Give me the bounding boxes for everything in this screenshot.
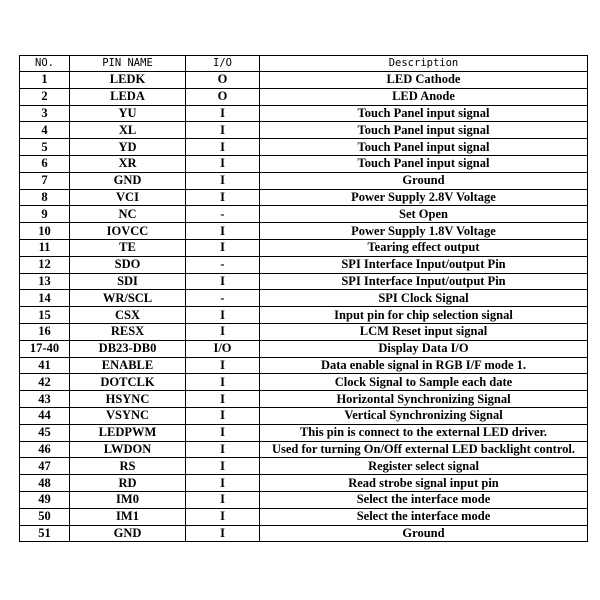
table-body	[20, 72, 588, 542]
table-header	[20, 56, 588, 72]
table-row	[20, 424, 588, 441]
cell-no: 8	[20, 189, 70, 206]
cell-io: I	[186, 155, 260, 172]
table-row	[20, 155, 588, 172]
cell-io: I	[186, 273, 260, 290]
table-row	[20, 307, 588, 324]
table-row	[20, 88, 588, 105]
cell-io: I	[186, 374, 260, 391]
cell-description: Horizontal Synchronizing Signal	[260, 391, 588, 408]
cell-no: 15	[20, 307, 70, 324]
cell-pin-name: LWDON	[70, 441, 186, 458]
cell-pin-name: XR	[70, 155, 186, 172]
table-row	[20, 374, 588, 391]
cell-io: -	[186, 206, 260, 223]
cell-no: 9	[20, 206, 70, 223]
cell-io: I	[186, 189, 260, 206]
cell-io: I	[186, 223, 260, 240]
cell-pin-name: LEDPWM	[70, 424, 186, 441]
cell-no: 49	[20, 491, 70, 508]
cell-io: I	[186, 139, 260, 156]
cell-no: 17-40	[20, 340, 70, 357]
cell-description: Vertical Synchronizing Signal	[260, 407, 588, 424]
cell-no: 4	[20, 122, 70, 139]
cell-no: 48	[20, 475, 70, 492]
cell-pin-name: VSYNC	[70, 407, 186, 424]
cell-description: Tearing effect output	[260, 239, 588, 256]
table-row	[20, 256, 588, 273]
cell-description: Data enable signal in RGB I/F mode 1.	[260, 357, 588, 374]
table-row	[20, 122, 588, 139]
cell-description: Select the interface mode	[260, 508, 588, 525]
table-row	[20, 357, 588, 374]
cell-io: I	[186, 122, 260, 139]
cell-description: Input pin for chip selection signal	[260, 307, 588, 324]
cell-pin-name: XL	[70, 122, 186, 139]
cell-pin-name: LEDA	[70, 88, 186, 105]
cell-pin-name: HSYNC	[70, 391, 186, 408]
cell-pin-name: RESX	[70, 323, 186, 340]
cell-no: 13	[20, 273, 70, 290]
cell-description: Display Data I/O	[260, 340, 588, 357]
cell-no: 2	[20, 88, 70, 105]
cell-io: -	[186, 256, 260, 273]
cell-description: Select the interface mode	[260, 491, 588, 508]
table-row	[20, 139, 588, 156]
cell-io: I	[186, 475, 260, 492]
cell-description: Power Supply 2.8V Voltage	[260, 189, 588, 206]
table-row	[20, 105, 588, 122]
cell-no: 46	[20, 441, 70, 458]
cell-no: 42	[20, 374, 70, 391]
cell-io: I	[186, 525, 260, 542]
cell-no: 44	[20, 407, 70, 424]
cell-no: 51	[20, 525, 70, 542]
cell-io: I	[186, 508, 260, 525]
header-row	[20, 56, 588, 72]
cell-io: I	[186, 357, 260, 374]
cell-no: 1	[20, 72, 70, 89]
cell-no: 7	[20, 172, 70, 189]
table-row	[20, 491, 588, 508]
cell-pin-name: GND	[70, 525, 186, 542]
cell-pin-name: NC	[70, 206, 186, 223]
cell-io: I	[186, 407, 260, 424]
cell-no: 3	[20, 105, 70, 122]
cell-pin-name: WR/SCL	[70, 290, 186, 307]
cell-no: 14	[20, 290, 70, 307]
cell-description: LED Anode	[260, 88, 588, 105]
cell-pin-name: TE	[70, 239, 186, 256]
table-row	[20, 407, 588, 424]
table-row	[20, 273, 588, 290]
cell-io: I	[186, 323, 260, 340]
cell-io: I	[186, 172, 260, 189]
cell-no: 41	[20, 357, 70, 374]
cell-io: O	[186, 88, 260, 105]
cell-pin-name: IM0	[70, 491, 186, 508]
cell-no: 12	[20, 256, 70, 273]
cell-description: Used for turning On/Off external LED backlight control.	[260, 441, 588, 458]
cell-pin-name: DB23-DB0	[70, 340, 186, 357]
cell-pin-name: VCI	[70, 189, 186, 206]
table-row	[20, 475, 588, 492]
cell-io: I	[186, 491, 260, 508]
cell-io: I	[186, 424, 260, 441]
cell-pin-name: RS	[70, 458, 186, 475]
cell-pin-name: ENABLE	[70, 357, 186, 374]
cell-description: LCM Reset input signal	[260, 323, 588, 340]
cell-description: Ground	[260, 172, 588, 189]
pin-definition-table	[19, 55, 588, 542]
cell-description: SPI Interface Input/output Pin	[260, 256, 588, 273]
cell-pin-name: YU	[70, 105, 186, 122]
cell-io: I	[186, 105, 260, 122]
cell-description: Ground	[260, 525, 588, 542]
table-row	[20, 508, 588, 525]
cell-pin-name: GND	[70, 172, 186, 189]
cell-pin-name: IOVCC	[70, 223, 186, 240]
cell-description: Read strobe signal input pin	[260, 475, 588, 492]
cell-no: 43	[20, 391, 70, 408]
cell-description: SPI Interface Input/output Pin	[260, 273, 588, 290]
cell-pin-name: DOTCLK	[70, 374, 186, 391]
cell-pin-name: SDI	[70, 273, 186, 290]
cell-no: 47	[20, 458, 70, 475]
cell-no: 5	[20, 139, 70, 156]
cell-no: 50	[20, 508, 70, 525]
cell-pin-name: YD	[70, 139, 186, 156]
cell-io: I	[186, 458, 260, 475]
header-pin-name: PIN NAME	[70, 56, 186, 72]
table-row	[20, 189, 588, 206]
cell-pin-name: RD	[70, 475, 186, 492]
table-row	[20, 290, 588, 307]
cell-description: Power Supply 1.8V Voltage	[260, 223, 588, 240]
table-row	[20, 323, 588, 340]
cell-io: I	[186, 307, 260, 324]
cell-description: SPI Clock Signal	[260, 290, 588, 307]
cell-description: Touch Panel input signal	[260, 122, 588, 139]
cell-description: LED Cathode	[260, 72, 588, 89]
cell-io: I	[186, 391, 260, 408]
table-row	[20, 525, 588, 542]
cell-description: Register select signal	[260, 458, 588, 475]
cell-pin-name: CSX	[70, 307, 186, 324]
cell-no: 45	[20, 424, 70, 441]
cell-io: -	[186, 290, 260, 307]
table-row	[20, 458, 588, 475]
cell-description: Touch Panel input signal	[260, 155, 588, 172]
cell-no: 16	[20, 323, 70, 340]
cell-pin-name: SDO	[70, 256, 186, 273]
header-description: Description	[260, 56, 588, 72]
cell-io: I/O	[186, 340, 260, 357]
cell-pin-name: LEDK	[70, 72, 186, 89]
table-row	[20, 441, 588, 458]
table-row	[20, 391, 588, 408]
table-row	[20, 172, 588, 189]
cell-pin-name: IM1	[70, 508, 186, 525]
table-row	[20, 206, 588, 223]
cell-no: 10	[20, 223, 70, 240]
header-io: I/O	[186, 56, 260, 72]
cell-io: O	[186, 72, 260, 89]
table-row	[20, 223, 588, 240]
cell-io: I	[186, 441, 260, 458]
table-row	[20, 239, 588, 256]
cell-no: 11	[20, 239, 70, 256]
cell-description: Clock Signal to Sample each date	[260, 374, 588, 391]
cell-no: 6	[20, 155, 70, 172]
cell-description: Set Open	[260, 206, 588, 223]
cell-description: Touch Panel input signal	[260, 139, 588, 156]
cell-description: Touch Panel input signal	[260, 105, 588, 122]
cell-description: This pin is connect to the external LED driver.	[260, 424, 588, 441]
table-row	[20, 340, 588, 357]
header-no: NO.	[20, 56, 70, 72]
cell-io: I	[186, 239, 260, 256]
table-row	[20, 72, 588, 89]
